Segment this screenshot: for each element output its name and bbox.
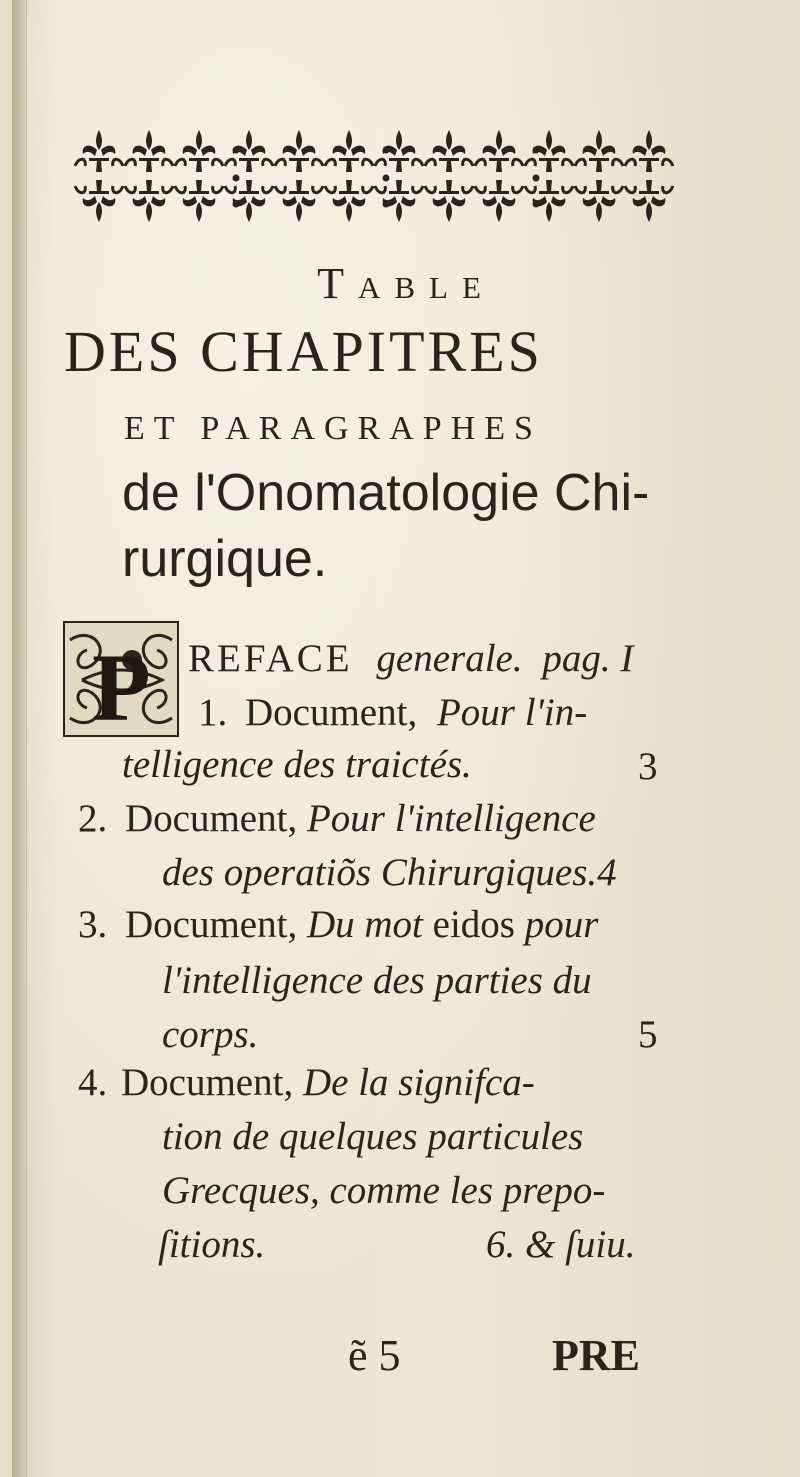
title-description: [122, 460, 682, 592]
fleuron-icon: [625, 180, 673, 222]
fleuron-icon: [225, 180, 273, 222]
title-chapitres: DES CHAPITRES: [64, 319, 543, 384]
doc3-greek-word: eidos: [432, 903, 515, 946]
entry-doc2-line2: [162, 850, 617, 895]
doc2-italic1: Pour l'intelligence: [306, 797, 596, 840]
fleuron-icon: [625, 130, 673, 172]
entry-doc4-line1: [78, 1060, 535, 1105]
doc1-page: 3: [638, 745, 658, 788]
fleuron-icon: [375, 180, 423, 222]
fleuron-icon: [75, 180, 123, 222]
ornament-dot: [533, 201, 540, 208]
doc3-italic2: pour: [524, 903, 599, 946]
doc4-italic1: De la signifca-: [302, 1061, 535, 1104]
fleuron-icon: [225, 130, 273, 172]
preface-italic: generale.: [376, 637, 523, 680]
doc4-label: Document,: [121, 1061, 294, 1104]
ornament-dot: [233, 147, 240, 154]
doc2-label: Document,: [125, 797, 298, 840]
doc1-italic1: Pour l'in-: [436, 691, 588, 734]
ornament-dot: [383, 175, 390, 182]
ornament-dot: [533, 147, 540, 154]
doc1-number: 1.: [198, 691, 228, 734]
fleuron-icon: [375, 130, 423, 172]
signature-mark: ẽ 5: [348, 1331, 401, 1380]
fleuron-icon: [325, 180, 373, 222]
title-desc-line2: rurgique.: [122, 530, 328, 588]
fleuron-icon: [75, 130, 123, 172]
doc2-number: 2.: [78, 797, 108, 840]
fleuron-ornament-band: [74, 120, 674, 235]
ornament-dot: [383, 147, 390, 154]
entry-preface: [188, 636, 633, 681]
doc3-italic1: Du mot: [306, 903, 423, 946]
entry-doc3-line2: l'intelligence des parties du: [162, 959, 592, 1002]
doc4-page: 6. & ſuiu.: [486, 1223, 636, 1266]
ornament-dot: [533, 175, 540, 182]
fleuron-icon: [525, 180, 573, 222]
fleuron-icon: [275, 180, 323, 222]
page-gutter: [12, 0, 27, 1477]
fleuron-icon: [125, 130, 173, 172]
fleuron-icon: [575, 130, 623, 172]
doc1-label: Document,: [245, 691, 418, 734]
fleuron-icon: [175, 180, 223, 222]
fleuron-icon: [425, 130, 473, 172]
entry-doc2-line1: [78, 796, 596, 841]
fleuron-icon: [125, 180, 173, 222]
dropcap-letter: P: [92, 634, 151, 738]
decorated-dropcap: [62, 620, 180, 738]
ornament-dot: [383, 201, 390, 208]
ornament-dot: [233, 175, 240, 182]
book-page: [12, 0, 800, 1477]
fleuron-icon: [575, 180, 623, 222]
doc3-label: Document,: [125, 903, 298, 946]
doc4-number: 4.: [78, 1061, 108, 1104]
title-paragraphes: ET PARAGRAPHES: [124, 410, 542, 447]
preface-page: pag. I: [542, 637, 634, 680]
fleuron-icon: [425, 180, 473, 222]
entry-doc1-line1: [198, 690, 587, 735]
doc3-number: 3.: [78, 903, 108, 946]
fleuron-icon: [475, 130, 523, 172]
ornament-dot: [233, 201, 240, 208]
fleuron-icon: [525, 130, 573, 172]
doc3-page: 5: [638, 1013, 658, 1056]
entry-doc3-line1: [78, 902, 598, 947]
title-table: Table: [317, 259, 495, 308]
entry-doc4-line4: ſitions.: [158, 1223, 266, 1266]
fleuron-icon: [475, 180, 523, 222]
doc2-italic2: des operatiõs Chirurgiques.: [162, 851, 598, 894]
entry-doc3-line3: corps.: [162, 1013, 259, 1056]
catchword: PRE: [552, 1331, 640, 1380]
fleuron-icon: [175, 130, 223, 172]
entry-doc4-line2: tion de quelques particules: [162, 1115, 584, 1158]
preface-text: REFACE: [188, 637, 353, 680]
entry-doc4-line3: Grecques, comme les prepo-: [162, 1169, 606, 1212]
fleuron-icon: [275, 130, 323, 172]
fleuron-icon: [325, 130, 373, 172]
entry-doc1-line2: telligence des traictés.: [122, 743, 472, 786]
title-desc-line1: de l'Onomatologie Chi-: [122, 464, 650, 522]
doc2-page: 4: [597, 851, 617, 894]
